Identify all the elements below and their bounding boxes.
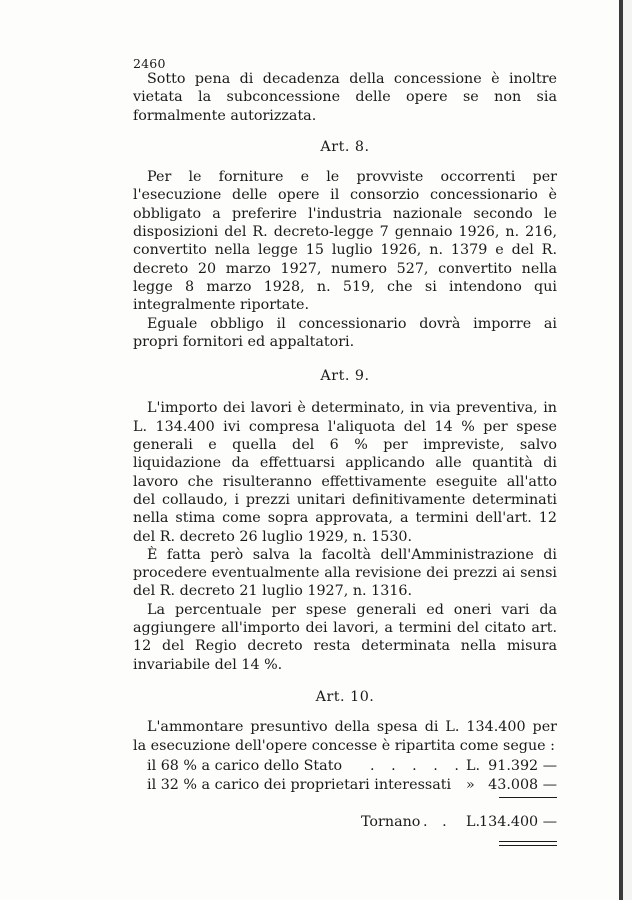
leader-dots: . . [423,813,452,830]
text-column [133,70,557,846]
page-edge-shade [623,0,632,900]
ditto-mark: » [466,776,475,793]
total-double-rule-top [499,841,557,842]
article-8-paragraph-1: Per le forniture e le provviste occorrenti per l'esecuzione delle opere il consorzio concessionario è obbligato a preferire l'industria nazionale secondo le disposizioni del R. decreto-legge 7 gennaio 1926, n. 216, convertito nella legge 15 luglio 1926, n. 1379 e del R. decreto 20 marzo 1927, numero 527, convertito nella legge 8 marzo 1928, n. 519, che si intendono qui integralmente riportate. [133,169,557,314]
article-9-paragraph-3: La percentuale per spese generali ed oneri vari da aggiungere all'importo dei lavori, a termini del citato art. 12 del Regio decreto resta determinata nella misura invariabile del 14 %. [133,601,557,673]
currency-symbol: L. [466,757,481,774]
article-10-heading: Art. 10. [315,688,375,705]
distribution-row-state [133,757,557,776]
article-9-paragraph-1: L'importo dei lavori è determinato, in via preventiva, in L. 134.400 ivi compresa l'aliquota del 14 % per spese generali e quella del 6 % per impreviste, salvo liquidazione da effettuarsi applicando alle quantità di lavoro che risulteranno effettivamente eseguite all'atto del collaudo, i prezzi unitari definitivamente determinati nella stima come sopra approvata, a termini dell'art. 12 del R. decreto 26 luglio 1929, n. 1530. [133,400,557,545]
distribution-label: il 68 % a carico dello Stato [147,757,343,774]
intro-paragraph: Sotto pena di decadenza della concessione è inoltre vietata la subconcessione delle opere se non sia formalmente autorizzata. [133,71,557,124]
distribution-amount: 43.008 — [488,776,557,793]
article-9-heading: Art. 9. [320,368,370,385]
currency-symbol: L. [466,813,481,830]
article-9-paragraph-2: È fatta però salva la facoltà dell'Amministrazione di procedere eventualmente alla revisione dei prezzi ai sensi del R. decreto 21 luglio 1927, n. 1316. [133,546,557,600]
distribution-row-owners [133,776,557,795]
article-8-heading: Art. 8. [320,138,370,155]
total-label: Tornano [361,813,421,830]
distribution-total-row [133,813,557,833]
leader-dots: . . . . . [370,757,465,774]
distribution-amount: 91.392 — [488,757,557,774]
total-amount: 134.400 — [479,813,557,830]
article-8-paragraph-2: Eguale obbligo il concessionario dovrà imporre ai propri fornitori ed appaltatori. [133,315,557,350]
sum-rule [499,797,557,798]
page-number: 2460 [133,56,166,71]
cost-distribution-table [133,757,557,846]
article-10-paragraph-1: L'ammontare presuntivo della spesa di L. 134.400 per la esecuzione dell'opere concesse è ripartita come segue : [133,719,557,754]
distribution-label: il 32 % a carico dei proprietari interessati [147,776,452,793]
total-double-rule-bottom [499,845,557,846]
